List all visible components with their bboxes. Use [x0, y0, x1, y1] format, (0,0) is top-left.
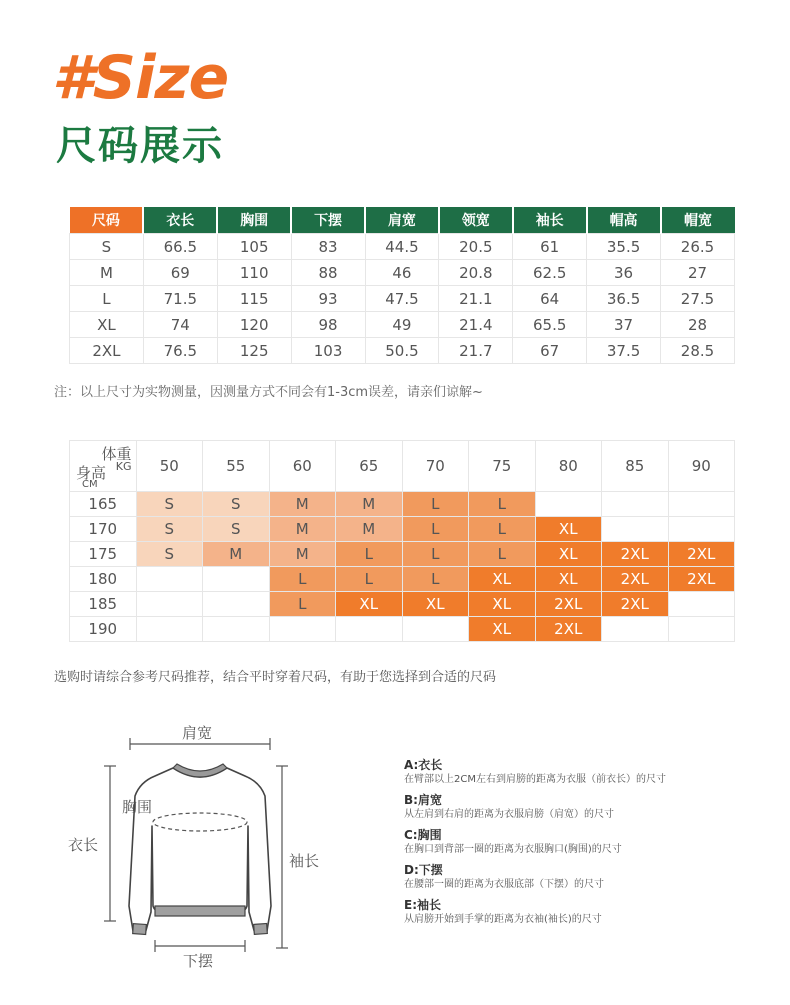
height-label: 身高 [76, 464, 107, 482]
table-row [70, 338, 735, 364]
size-cell: XL [402, 592, 469, 617]
size-cell: L [336, 567, 403, 592]
definition-text: 在腰部一圈的距离为衣服底部（下摆）的尺寸 [404, 879, 604, 890]
size-recommendation-table [69, 440, 735, 642]
table-row [70, 617, 735, 642]
weight-header: 55 [203, 441, 270, 492]
size-cell [203, 567, 270, 592]
sleeve-label: 袖长 [289, 852, 320, 870]
table-cell: 20.8 [439, 260, 513, 286]
definition-item [404, 828, 764, 856]
column-header: 尺码 [70, 207, 144, 234]
table-cell: 125 [217, 338, 291, 364]
column-header: 帽高 [587, 207, 661, 234]
page-subtitle: 尺码展示 [56, 123, 224, 169]
height-unit: CM [82, 479, 98, 490]
weight-label: 体重 [101, 445, 132, 463]
definition-item [404, 863, 764, 891]
table-cell: 105 [217, 234, 291, 260]
table-row [70, 592, 735, 617]
table-cell: 37.5 [587, 338, 661, 364]
table-cell: 49 [365, 312, 439, 338]
size-cell [668, 592, 735, 617]
table-cell: 21.7 [439, 338, 513, 364]
table-cell: 2XL [70, 338, 144, 364]
size-cell: XL [469, 592, 536, 617]
size-cell: XL [535, 517, 602, 542]
table-cell: 21.1 [439, 286, 513, 312]
table-cell: 64 [513, 286, 587, 312]
size-cell [668, 617, 735, 642]
table-cell: 26.5 [661, 234, 735, 260]
table-corner-header [70, 441, 137, 492]
table-cell: XL [70, 312, 144, 338]
measurement-definitions [404, 758, 764, 933]
table-cell: 44.5 [365, 234, 439, 260]
table-cell: 115 [217, 286, 291, 312]
size-cell: 2XL [535, 617, 602, 642]
table-cell: 21.4 [439, 312, 513, 338]
size-cell: 2XL [602, 592, 669, 617]
size-cell: L [402, 492, 469, 517]
table-cell: 46 [365, 260, 439, 286]
height-header: 190 [70, 617, 137, 642]
size-cell: XL [535, 542, 602, 567]
size-cell: L [402, 542, 469, 567]
size-cell [602, 517, 669, 542]
length-label: 衣长 [68, 836, 99, 854]
size-cell: L [336, 542, 403, 567]
table-cell: 50.5 [365, 338, 439, 364]
column-header: 帽宽 [661, 207, 735, 234]
size-cell: XL [469, 617, 536, 642]
table-cell: 62.5 [513, 260, 587, 286]
table-cell: S [70, 234, 144, 260]
size-cell [136, 617, 203, 642]
definition-title: B:肩宽 [404, 793, 442, 807]
size-cell [535, 492, 602, 517]
table-cell: 67 [513, 338, 587, 364]
size-cell: XL [336, 592, 403, 617]
table-row [70, 286, 735, 312]
column-header: 胸围 [217, 207, 291, 234]
definition-title: D:下摆 [404, 863, 443, 877]
size-cell [668, 492, 735, 517]
table-row [70, 312, 735, 338]
table-cell: 98 [291, 312, 365, 338]
definition-item [404, 793, 764, 821]
size-cell: XL [469, 567, 536, 592]
garment-diagram [55, 716, 355, 986]
size-cell: L [469, 492, 536, 517]
weight-header: 90 [668, 441, 735, 492]
size-cell: M [203, 542, 270, 567]
size-cell [136, 567, 203, 592]
definition-text: 从左肩到右肩的距离为衣服肩膀（肩宽）的尺寸 [404, 809, 614, 820]
table-cell: 36.5 [587, 286, 661, 312]
table-cell: 27.5 [661, 286, 735, 312]
table-cell: 28 [661, 312, 735, 338]
size-cell: M [269, 517, 336, 542]
size-cell [602, 492, 669, 517]
size-cell: L [402, 567, 469, 592]
table-cell: 120 [217, 312, 291, 338]
table-cell: 83 [291, 234, 365, 260]
definition-title: E:袖长 [404, 898, 441, 912]
table-row [70, 234, 735, 260]
table-cell: 76.5 [143, 338, 217, 364]
size-cell: L [469, 542, 536, 567]
table-cell: 88 [291, 260, 365, 286]
size-cell [336, 617, 403, 642]
size-cell: 2XL [668, 542, 735, 567]
table-cell: 110 [217, 260, 291, 286]
height-header: 185 [70, 592, 137, 617]
table-cell: 47.5 [365, 286, 439, 312]
height-header: 175 [70, 542, 137, 567]
weight-header: 50 [136, 441, 203, 492]
height-header: 180 [70, 567, 137, 592]
size-cell: S [203, 517, 270, 542]
size-cell [402, 617, 469, 642]
table-cell: 20.5 [439, 234, 513, 260]
definition-text: 在胸口到背部一圈的距离为衣服胸口(胸围)的尺寸 [404, 844, 622, 855]
table-cell: 93 [291, 286, 365, 312]
table-cell: 28.5 [661, 338, 735, 364]
size-table [69, 207, 735, 364]
weight-header: 70 [402, 441, 469, 492]
size-cell [602, 617, 669, 642]
size-cell: M [269, 492, 336, 517]
size-cell [269, 617, 336, 642]
hem-label: 下摆 [183, 952, 214, 970]
column-header: 领宽 [439, 207, 513, 234]
table-cell: 74 [143, 312, 217, 338]
size-cell [203, 592, 270, 617]
size-cell: L [269, 567, 336, 592]
definition-text: 从肩膀开始到手掌的距离为衣袖(袖长)的尺寸 [404, 914, 602, 925]
size-cell: L [269, 592, 336, 617]
size-cell: S [136, 517, 203, 542]
definition-item [404, 758, 764, 786]
size-cell [668, 517, 735, 542]
table-cell: 36 [587, 260, 661, 286]
chest-label: 胸围 [122, 798, 153, 816]
size-cell: S [203, 492, 270, 517]
size-cell: M [336, 492, 403, 517]
measurement-note: 注：以上尺寸为实物测量，因测量方式不同会有1-3cm误差，请亲们谅解~ [54, 385, 483, 400]
weight-header: 80 [535, 441, 602, 492]
column-header: 下摆 [291, 207, 365, 234]
definition-text: 在臂部以上2CM左右到肩膀的距离为衣服（前衣长）的尺寸 [404, 774, 666, 785]
table-cell: L [70, 286, 144, 312]
size-cell: 2XL [668, 567, 735, 592]
weight-header: 65 [336, 441, 403, 492]
size-cell: 2XL [602, 567, 669, 592]
size-cell [136, 592, 203, 617]
weight-unit: KG [115, 460, 132, 473]
size-cell: S [136, 492, 203, 517]
table-cell: 66.5 [143, 234, 217, 260]
weight-header: 60 [269, 441, 336, 492]
size-cell: S [136, 542, 203, 567]
table-cell: 103 [291, 338, 365, 364]
table-cell: 61 [513, 234, 587, 260]
column-header: 肩宽 [365, 207, 439, 234]
table-cell: 71.5 [143, 286, 217, 312]
table-row [70, 517, 735, 542]
table-cell: 69 [143, 260, 217, 286]
table-row [70, 492, 735, 517]
table-cell: 37 [587, 312, 661, 338]
size-cell: M [269, 542, 336, 567]
column-header: 袖长 [513, 207, 587, 234]
column-header: 衣长 [143, 207, 217, 234]
table-row [70, 567, 735, 592]
weight-header: 85 [602, 441, 669, 492]
definition-title: A:衣长 [404, 758, 443, 772]
table-cell: M [70, 260, 144, 286]
size-cell: 2XL [535, 592, 602, 617]
shoulder-label: 肩宽 [182, 724, 213, 742]
size-cell: L [469, 517, 536, 542]
size-cell: L [402, 517, 469, 542]
height-header: 165 [70, 492, 137, 517]
size-cell [203, 617, 270, 642]
table-cell: 35.5 [587, 234, 661, 260]
table-cell: 27 [661, 260, 735, 286]
table-row [70, 260, 735, 286]
weight-header: 75 [469, 441, 536, 492]
height-header: 170 [70, 517, 137, 542]
table-cell: 65.5 [513, 312, 587, 338]
size-cell: 2XL [602, 542, 669, 567]
page-title: #Size [52, 43, 229, 113]
selection-tip: 选购时请综合参考尺码推荐，结合平时穿着尺码，有助于您选择到合适的尺码 [54, 670, 497, 685]
table-row [70, 542, 735, 567]
size-cell: M [336, 517, 403, 542]
definition-title: C:胸围 [404, 828, 442, 842]
definition-item [404, 898, 764, 926]
size-cell: XL [535, 567, 602, 592]
